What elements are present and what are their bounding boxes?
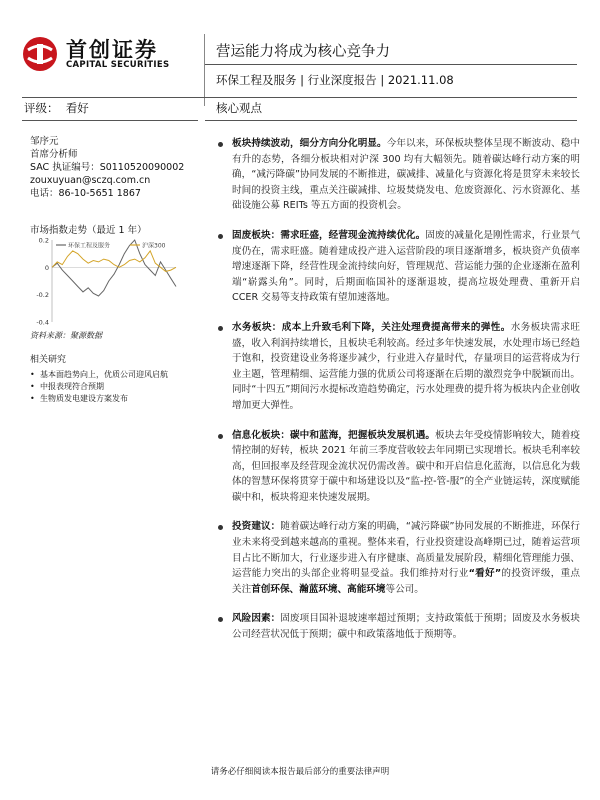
bullet-lead: 风险因素： <box>232 613 281 625</box>
company-logo <box>22 34 212 74</box>
bullet-icon <box>218 525 223 530</box>
core-views-list <box>210 136 580 657</box>
bullet-lead: 水务板块：成本上升致毛利下降，关注处理费提高带来的弹性。 <box>232 321 511 333</box>
chart-source: 资料来源：聚源数据 <box>30 331 102 340</box>
sidebar-rule <box>22 120 198 121</box>
y-tick-label: 0 <box>44 263 49 272</box>
analyst-phone: 电话：86-10-5651 1867 <box>30 188 141 199</box>
report-subtitle: 环保工程及服务 | 行业深度报告 | 2021.11.08 <box>216 73 454 87</box>
y-tick-label: -0.4 <box>36 318 49 327</box>
bullet-icon <box>218 234 223 239</box>
market-index-chart <box>30 236 180 328</box>
bullet-icon <box>218 617 223 622</box>
chart-title: 市场指数走势（最近 1 年） <box>30 225 147 236</box>
bullet-item <box>210 611 580 642</box>
bullet-item <box>210 428 580 506</box>
related-item[interactable]: • 生物质发电建设方案发布 <box>30 393 200 405</box>
related-research-title: 相关研究 <box>30 355 67 365</box>
legend-label: 沪深300 <box>142 242 166 250</box>
legal-footer: 请务必仔细阅读本报告最后部分的重要法律声明 <box>210 767 390 777</box>
main-rule <box>205 120 577 121</box>
bullet-text: 固废项目国补退坡速率超过预期；支持政策低于预期；固废及水务板块公司经营状况低于预期；碳中和政策落地低于预期等。 <box>232 613 580 641</box>
brand-name-en: CAPITAL SECURITIES <box>66 60 170 70</box>
bullet-item <box>210 320 580 414</box>
bullet-item <box>210 519 580 597</box>
rating-label: 评级： <box>24 101 59 115</box>
rating-value: 看好 <box>65 101 89 115</box>
bullet-text: 固废的减量化是刚性需求，行业景气度仍在，需求旺盛。随着建成投产进入运营阶段的项目逐渐增多，板块资产负债率增速逐渐下降，经营性现金流持续向好，管理规范、营运能力强的企业逐渐在盈利端“崭露头角”。同时，后期面临国补的逐渐退坡，提高垃圾处理费、重新开启 CCER 交易等支持政策有望加速落地。 <box>232 229 580 304</box>
core-views-heading: 核心观点 <box>216 101 262 115</box>
related-item[interactable]: • 中报表现符合预期 <box>30 381 200 393</box>
legend-label: 环保工程及服务 <box>68 242 111 250</box>
bullet-text: 随着碳达峰行动方案的明确，“减污降碳”协同发展的不断推进，环保行业未来将受到越来越高的重视。整体来看，行业投资建设高峰期已过，随着运营项目占比不断加大，行业逐步进入有序健康、高质量发展阶段，精细化管理能力强、运营能力突出的头部企业将明显受益。我们维持对行业 <box>232 521 580 580</box>
analyst-info <box>30 135 200 200</box>
analyst-role: 首席分析师 <box>30 149 78 160</box>
brand-name-cn: 首创证券 <box>66 38 158 62</box>
bullet-text-2: 的投资评级，重点关注 <box>232 568 581 595</box>
related-research <box>30 352 200 405</box>
analyst-sac: SAC 执证编号：S0110520090002 <box>30 162 185 173</box>
rating <box>24 100 89 116</box>
header-rule <box>22 97 577 98</box>
bullet-lead: 信息化板块：碳中和蓝海，把握板块发展机遇。 <box>232 429 436 441</box>
bullet-lead: 板块持续波动，细分方向分化明显。 <box>232 138 387 149</box>
bullet-icon <box>218 142 223 147</box>
bullet-text: 板块去年受疫情影响较大，随着疫情控制的好转，板块 2021 年前三季度营收较去年同期已实现增长。板块毛利率较高，但回报率及经营现金流状况仍需改善。碳中和开启信息化蓝海，以信息化为载体的智慧环保将贯穿于碳中和场建设以及“监-控-管-服”的全产业链运转，深度赋能碳中和，板块将迎来快速发展期。 <box>232 429 581 503</box>
y-tick-label: 0.2 <box>38 236 49 245</box>
y-tick-label: -0.2 <box>36 291 49 300</box>
title-rule <box>205 64 577 65</box>
bullet-icon <box>218 326 223 331</box>
bullet-icon <box>218 434 223 439</box>
bullet-text: 今年以来，环保板块整体呈现不断波动、稳中有升的态势，各细分板块相对沪深 300 均有大幅领先。随着碳达峰行动方案的明确，“减污降碳”协同发展的不断推进，碳减排、减量化与资源化将是贯穿未来较长时间的投资主线，重点关注碳减排、垃圾焚烧发电、危废资源化、污水资源化、基础设施公募 REITs 等五方面的投资机会。 <box>232 138 581 212</box>
related-item[interactable]: • 基本面趋势向上，优质公司迎风启航 <box>30 369 200 381</box>
recommended-companies: 首创环保、瀚蓝环境、高能环境 <box>251 583 386 595</box>
analyst-email[interactable]: zouxuyuan@sczq.com.cn <box>30 175 151 186</box>
capital-securities-logo-icon <box>22 36 58 72</box>
rating-quote: “看好” <box>468 568 502 580</box>
series-line-1 <box>52 251 176 272</box>
bullet-item <box>210 136 580 214</box>
bullet-item <box>210 228 580 306</box>
bullet-lead: 投资建议： <box>232 521 281 533</box>
analyst-name: 邹序元 <box>30 136 59 147</box>
bullet-text-3: 等公司。 <box>385 583 424 595</box>
report-title: 营运能力将成为核心竞争力 <box>216 44 390 60</box>
bullet-lead: 固废板块：需求旺盛，经营现金流持续优化。 <box>232 229 426 241</box>
bullet-text: 水务板块需求旺盛，收入利润持续增长，且板块毛利较高。经过多年快速发展，水处理市场已经趋于饱和，投资建设业务将逐步减少，行业进入存量时代，存量项目的运营将成为行业主题，管理精细、运营能力强的优质公司将逐渐在后期的激烈竞争中脱颖而出。同时“十四五”期间污水提标改造趋势确定，污水处理费的提升将为板块内企业创收增加更大弹性。 <box>232 321 580 411</box>
header-divider <box>204 34 205 106</box>
